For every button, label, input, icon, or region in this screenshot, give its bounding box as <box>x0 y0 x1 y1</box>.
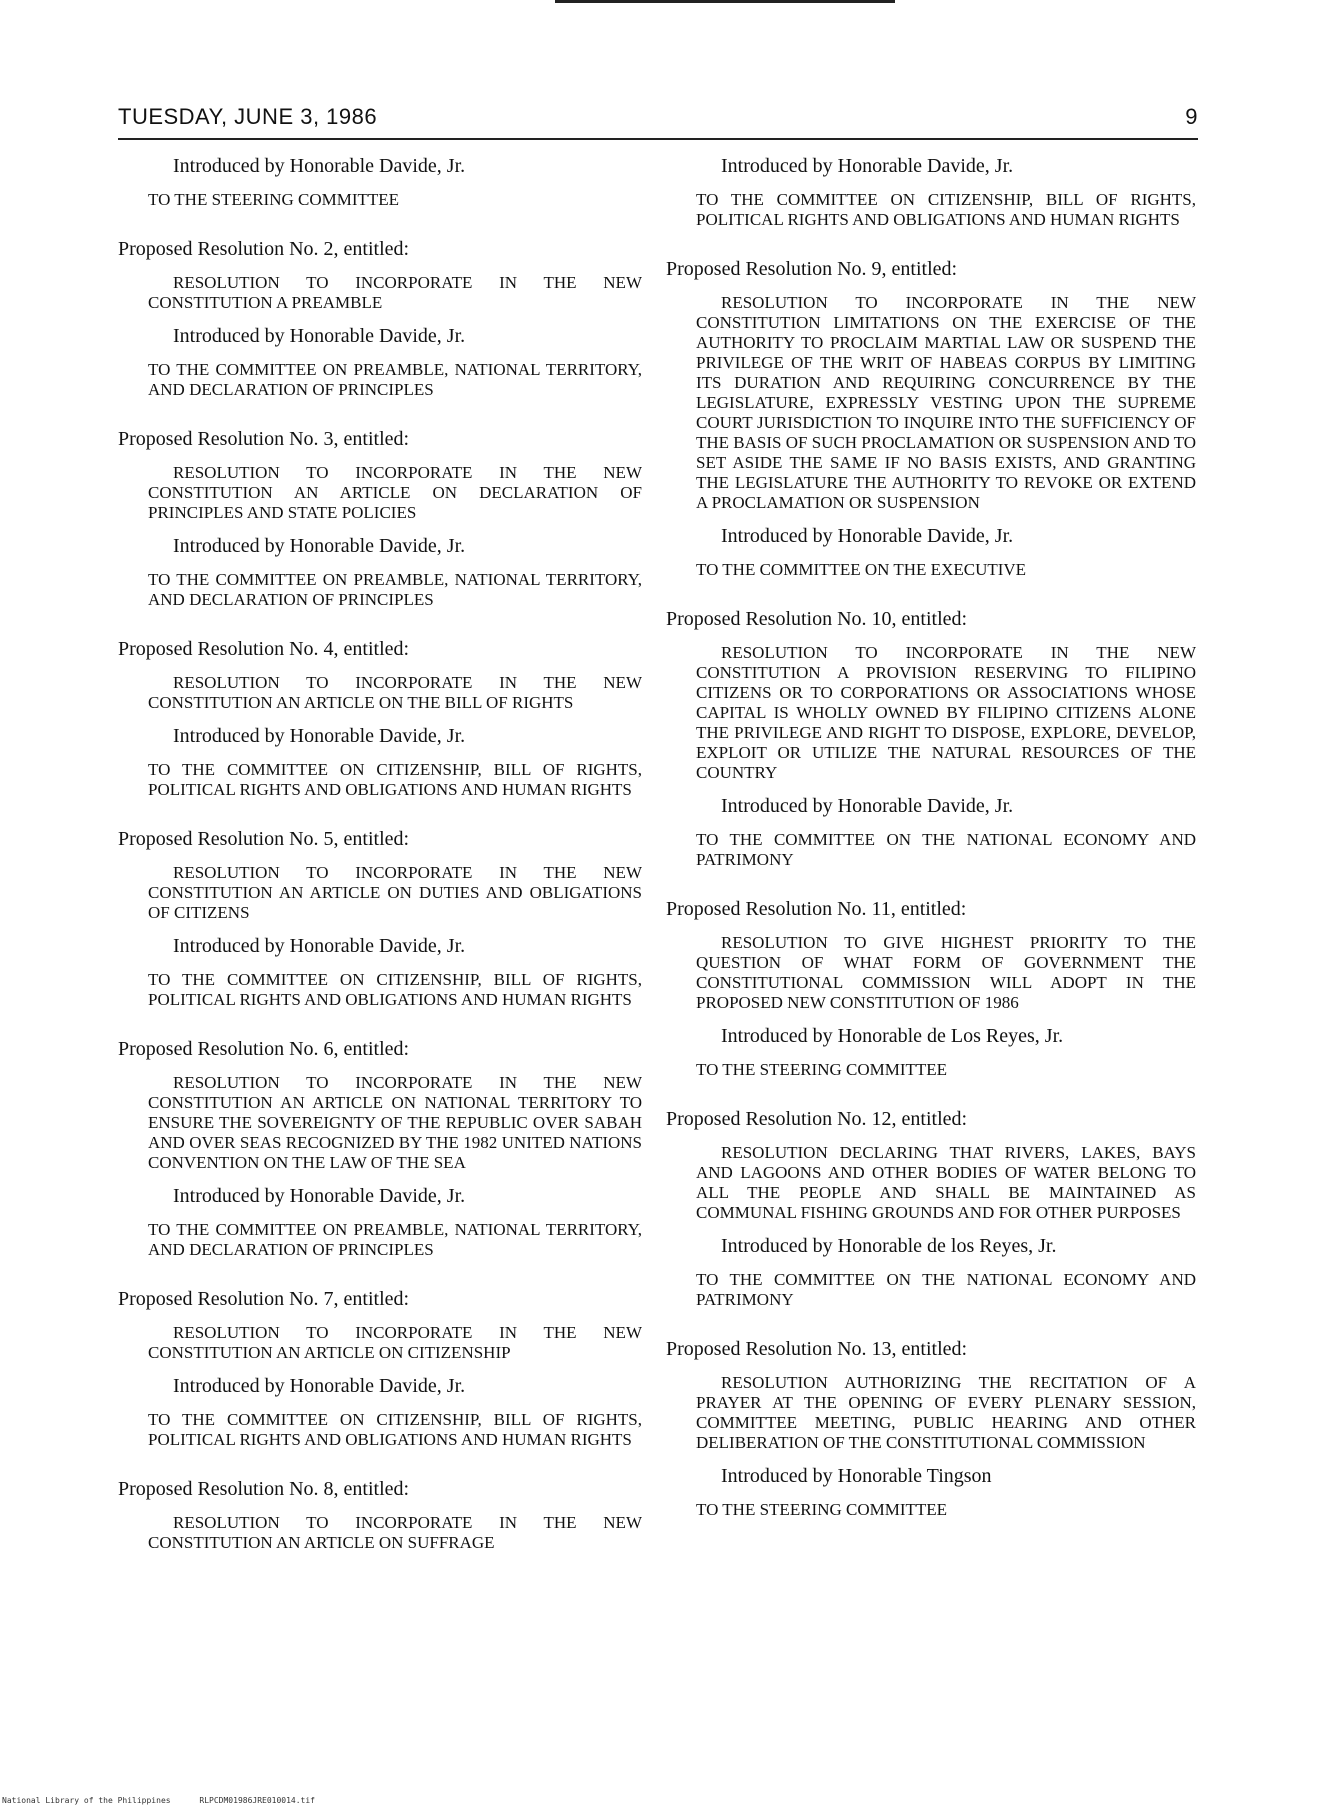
page-header <box>118 104 1198 138</box>
referral: TO THE COMMITTEE ON THE NATIONAL ECONOMY AND PATRIMONY <box>696 830 1196 869</box>
referral: TO THE STEERING COMMITTEE <box>148 190 400 209</box>
referral: TO THE COMMITTEE ON CITIZENSHIP, BILL OF RIGHTS, POLITICAL RIGHTS AND OBLIGATIONS AND HUMAN RIGHTS <box>148 760 642 799</box>
resolution-entry <box>666 258 1196 580</box>
referral: TO THE COMMITTEE ON THE NATIONAL ECONOMY AND PATRIMONY <box>696 1270 1196 1309</box>
introduced-by: Introduced by Honorable Davide, Jr. <box>173 535 466 557</box>
introduced-by: Introduced by Honorable de los Reyes, Jr. <box>721 1235 1057 1257</box>
resolution-title: RESOLUTION DECLARING THAT RIVERS, LAKES, BAYS AND LAGOONS AND OTHER BODIES OF WATER BELONG TO ALL THE PEOPLE AND SHALL BE MAINTAINED AS COMMUNAL FISHING GROUNDS AND FOR OTHER PURPOSES <box>696 1143 1196 1222</box>
resolution-heading: Proposed Resolution No. 7, entitled: <box>118 1288 410 1310</box>
footer-library: National Library of the Philippines <box>2 1796 171 1805</box>
page-number: 9 <box>1185 104 1198 129</box>
resolution-heading: Proposed Resolution No. 9, entitled: <box>666 258 958 280</box>
header-date: TUESDAY, JUNE 3, 1986 <box>118 104 378 129</box>
resolution-title: RESOLUTION TO INCORPORATE IN THE NEW CONSTITUTION AN ARTICLE ON DECLARATION OF PRINCIPLES AND STATE POLICIES <box>148 463 642 522</box>
introduced-by: Introduced by Honorable Davide, Jr. <box>173 935 466 957</box>
introduced-by: Introduced by Honorable Davide, Jr. <box>721 155 1014 177</box>
referral: TO THE COMMITTEE ON THE EXECUTIVE <box>696 560 1027 579</box>
right-column <box>666 155 1196 1548</box>
scan-footer <box>2 1796 339 1805</box>
resolution-heading: Proposed Resolution No. 13, entitled: <box>666 1338 968 1360</box>
resolution-title: RESOLUTION TO INCORPORATE IN THE NEW CONSTITUTION AN ARTICLE ON THE BILL OF RIGHTS <box>148 673 642 712</box>
referral: TO THE COMMITTEE ON PREAMBLE, NATIONAL TERRITORY, AND DECLARATION OF PRINCIPLES <box>148 360 642 399</box>
resolution-heading: Proposed Resolution No. 11, entitled: <box>666 898 967 920</box>
referral: TO THE COMMITTEE ON CITIZENSHIP, BILL OF RIGHTS, POLITICAL RIGHTS AND OBLIGATIONS AND HUMAN RIGHTS <box>696 190 1196 229</box>
resolution-entry <box>118 1288 642 1450</box>
header-rule <box>118 138 1198 140</box>
referral: TO THE STEERING COMMITTEE <box>696 1500 948 1519</box>
resolution-title: RESOLUTION TO INCORPORATE IN THE NEW CONSTITUTION AN ARTICLE ON SUFFRAGE <box>148 1513 642 1552</box>
resolution-title: RESOLUTION AUTHORIZING THE RECITATION OF A PRAYER AT THE OPENING OF EVERY PLENARY SESSION, COMMITTEE MEETING, PUBLIC HEARING AND OTHER DELIBERATION OF THE CONSTITUTIONAL COMMISSION <box>696 1373 1196 1452</box>
introduced-by: Introduced by Honorable Davide, Jr. <box>173 725 466 747</box>
resolution-heading: Proposed Resolution No. 6, entitled: <box>118 1038 410 1060</box>
referral: TO THE STEERING COMMITTEE <box>696 1060 948 1079</box>
introduced-by: Introduced by Honorable Davide, Jr. <box>173 325 466 347</box>
resolution-title: RESOLUTION TO INCORPORATE IN THE NEW CONSTITUTION AN ARTICLE ON DUTIES AND OBLIGATIONS OF CITIZENS <box>148 863 642 922</box>
resolution-entry <box>666 1108 1196 1310</box>
resolution-entry <box>118 638 642 800</box>
resolution-entry <box>666 898 1196 1080</box>
resolution-heading: Proposed Resolution No. 3, entitled: <box>118 428 410 450</box>
introduced-by: Introduced by Honorable Davide, Jr. <box>721 525 1014 547</box>
resolution-entry <box>118 828 642 1010</box>
resolution-heading: Proposed Resolution No. 4, entitled: <box>118 638 410 660</box>
referral: TO THE COMMITTEE ON PREAMBLE, NATIONAL TERRITORY, AND DECLARATION OF PRINCIPLES <box>148 1220 642 1259</box>
referral: TO THE COMMITTEE ON CITIZENSHIP, BILL OF RIGHTS, POLITICAL RIGHTS AND OBLIGATIONS AND HUMAN RIGHTS <box>148 1410 642 1449</box>
resolution-heading: Proposed Resolution No. 10, entitled: <box>666 608 968 630</box>
resolution-title: RESOLUTION TO INCORPORATE IN THE NEW CONSTITUTION LIMITATIONS ON THE EXERCISE OF THE AUTHORITY TO PROCLAIM MARTIAL LAW OR SUSPEND THE PRIVILEGE OF THE WRIT OF HABEAS CORPUS BY LIMITING ITS DURATION AND REQUIRING CONCURRENCE BY THE LEGISLATURE, EXPRESSLY VESTING UPON THE SUPREME COURT JURISDICTION TO INQUIRE INTO THE SUFFICIENCY OF THE BASIS OF SUCH PROCLAMATION OR SUSPENSION AND TO SET ASIDE THE SAME IF NO BASIS EXISTS, AND GRANTING THE LEGISLATURE THE AUTHORITY TO REVOKE OR EXTEND A PROCLAMATION OR SUSPENSION <box>696 293 1197 512</box>
top-edge-rule <box>555 0 895 3</box>
introduced-by: Introduced by Honorable Tingson <box>721 1465 992 1487</box>
resolution-heading: Proposed Resolution No. 8, entitled: <box>118 1478 410 1500</box>
resolution-entry <box>118 1478 642 1553</box>
footer-file: RLPCDM01986JRE010014.tif <box>199 1796 315 1805</box>
introduced-by: Introduced by Honorable Davide, Jr. <box>721 795 1014 817</box>
referral: TO THE COMMITTEE ON PREAMBLE, NATIONAL TERRITORY, AND DECLARATION OF PRINCIPLES <box>148 570 642 609</box>
resolution-entry <box>118 1038 642 1260</box>
introduced-by: Introduced by Honorable de Los Reyes, Jr. <box>721 1025 1064 1047</box>
referral: TO THE COMMITTEE ON CITIZENSHIP, BILL OF RIGHTS, POLITICAL RIGHTS AND OBLIGATIONS AND HUMAN RIGHTS <box>148 970 642 1009</box>
resolution-entry <box>666 1338 1196 1520</box>
resolution-title: RESOLUTION TO INCORPORATE IN THE NEW CONSTITUTION A PREAMBLE <box>148 273 642 312</box>
introduced-by: Introduced by Honorable Davide, Jr. <box>173 1375 466 1397</box>
resolution-title: RESOLUTION TO INCORPORATE IN THE NEW CONSTITUTION A PROVISION RESERVING TO FILIPINO CITIZENS OR TO CORPORATIONS OR ASSOCIATIONS WHOSE CAPITAL IS WHOLLY OWNED BY FILIPINO CITIZENS ALONE THE PRIVILEGE AND RIGHT TO DISPOSE, EXPLORE, DEVELOP, EXPLOIT OR UTILIZE THE NATURAL RESOURCES OF THE COUNTRY <box>696 643 1196 782</box>
left-column <box>118 155 642 1565</box>
resolution-heading: Proposed Resolution No. 12, entitled: <box>666 1108 968 1130</box>
introduced-by: Introduced by Honorable Davide, Jr. <box>173 1185 466 1207</box>
resolution-entry <box>118 428 642 610</box>
resolution-entry <box>666 608 1196 870</box>
resolution-title: RESOLUTION TO INCORPORATE IN THE NEW CONSTITUTION AN ARTICLE ON NATIONAL TERRITORY TO ENSURE THE SOVEREIGNTY OF THE REPUBLIC OVER SABAH AND OVER SEAS RECOGNIZED BY THE 1982 UNITED NATIONS CONVENTION ON THE LAW OF THE SEA <box>148 1073 642 1172</box>
resolution-title: RESOLUTION TO INCORPORATE IN THE NEW CONSTITUTION AN ARTICLE ON CITIZENSHIP <box>148 1323 642 1362</box>
resolution-title: RESOLUTION TO GIVE HIGHEST PRIORITY TO THE QUESTION OF WHAT FORM OF GOVERNMENT THE CONSTITUTIONAL COMMISSION WILL ADOPT IN THE PROPOSED NEW CONSTITUTION OF 1986 <box>696 933 1196 1012</box>
resolution-entry <box>118 238 642 400</box>
resolution-heading: Proposed Resolution No. 2, entitled: <box>118 238 410 260</box>
resolution-heading: Proposed Resolution No. 5, entitled: <box>118 828 410 850</box>
introduced-by: Introduced by Honorable Davide, Jr. <box>173 155 466 177</box>
